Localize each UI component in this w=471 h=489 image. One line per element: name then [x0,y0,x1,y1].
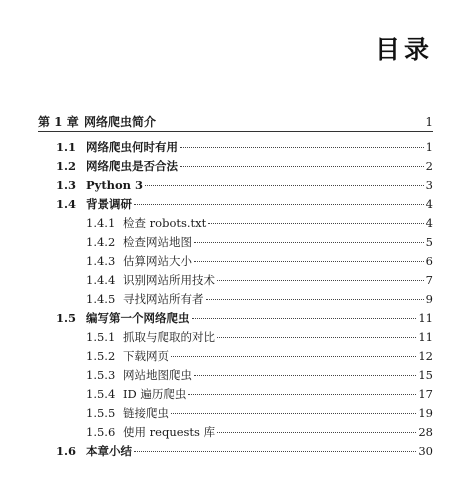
entry-number: 1.1 [56,140,77,154]
dot-leader [208,223,423,224]
dot-leader [217,280,424,281]
entry-title: 本章小结 [86,444,132,458]
dot-leader [192,318,417,319]
entry-title: 网站地图爬虫 [123,368,192,382]
entry-page-number: 4 [425,197,433,211]
entry-title: 网络爬虫何时有用 [86,140,178,154]
toc-subsection-entry[interactable] [86,329,433,345]
toc-subsection-entry[interactable] [86,291,433,307]
entry-title: 识别网站所用技术 [123,273,215,287]
entry-title: 网络爬虫是否合法 [86,159,178,173]
dot-leader [194,242,424,243]
toc-subsection-entry[interactable] [86,234,433,250]
entry-page-number: 3 [425,178,433,192]
entry-title: Python 3 [86,178,144,192]
entry-title: 编写第一个网络爬虫 [86,311,190,325]
toc-subsection-entry[interactable] [86,367,433,383]
toc-section-entry[interactable] [56,177,433,193]
toc-subsection-entry[interactable] [86,272,433,288]
entry-title: 下载网页 [123,349,169,363]
dot-leader [171,356,416,357]
entry-page-number: 17 [418,387,433,401]
entry-number: 1.4.1 [86,216,116,230]
toc-subsection-entry[interactable] [86,215,433,231]
entry-number: 1.4.2 [86,235,116,249]
dot-leader [217,337,416,338]
dot-leader [134,204,424,205]
chapter-divider [38,131,433,132]
entry-title: 检查网站地图 [123,235,192,249]
dot-leader [145,185,424,186]
entry-title: 链接爬虫 [123,406,169,420]
entry-number: 1.4 [56,197,77,211]
toc-subsection-entry[interactable] [86,424,433,440]
entry-page-number: 4 [425,216,433,230]
toc-subsection-entry[interactable] [86,253,433,269]
entry-number: 1.3 [56,178,77,192]
toc-section-entry[interactable] [56,158,433,174]
dot-leader [180,147,424,148]
entry-page-number: 9 [425,292,433,306]
toc-subsection-entry[interactable] [86,348,433,364]
entry-page-number: 5 [425,235,433,249]
entry-title: 寻找网站所有者 [123,292,204,306]
dot-leader [194,375,416,376]
entry-title: 估算网站大小 [123,254,192,268]
dot-leader [171,413,416,414]
dot-leader [134,451,416,452]
toc-section-entry[interactable] [56,443,433,459]
entry-number: 1.5.3 [86,368,116,382]
entry-number: 1.6 [56,444,77,458]
entry-page-number: 6 [425,254,433,268]
entry-page-number: 15 [418,368,433,382]
entry-number: 1.5.6 [86,425,116,439]
entry-number: 1.5.1 [86,330,116,344]
entry-page-number: 11 [418,330,433,344]
entry-page-number: 1 [425,140,433,154]
page-title: 目录 [374,35,433,64]
dot-leader [188,394,416,395]
toc-chapter-entry[interactable] [38,113,433,130]
entry-number: 1.4.5 [86,292,116,306]
entry-title: ID 遍历爬虫 [123,387,187,401]
toc-section-entry[interactable] [56,139,433,155]
entry-number: 1.5.5 [86,406,116,420]
chapter-title: 网络爬虫简介 [84,115,157,129]
dot-leader [194,261,424,262]
toc-subsection-entry[interactable] [86,405,433,421]
dot-leader [217,432,416,433]
entry-page-number: 28 [418,425,433,439]
dot-leader [180,166,424,167]
entry-number: 1.5.4 [86,387,116,401]
entry-page-number: 2 [425,159,433,173]
chapter-page-number: 1 [425,115,433,129]
entry-title: 检查 robots.txt [123,216,207,230]
entry-number: 1.4.4 [86,273,116,287]
toc-section-entry[interactable] [56,310,433,326]
entry-title: 背景调研 [86,197,132,211]
entry-number: 1.5 [56,311,77,325]
entry-title: 抓取与爬取的对比 [123,330,215,344]
entry-page-number: 30 [418,444,433,458]
entry-title: 使用 requests 库 [123,425,216,439]
entry-page-number: 11 [418,311,433,325]
entry-number: 1.4.3 [86,254,116,268]
toc-subsection-entry[interactable] [86,386,433,402]
entry-number: 1.5.2 [86,349,116,363]
entry-page-number: 7 [425,273,433,287]
entry-page-number: 19 [418,406,433,420]
dot-leader [206,299,424,300]
toc-section-entry[interactable] [56,196,433,212]
entry-number: 1.2 [56,159,77,173]
entry-page-number: 12 [418,349,433,363]
chapter-number: 第 1 章 [38,115,79,129]
